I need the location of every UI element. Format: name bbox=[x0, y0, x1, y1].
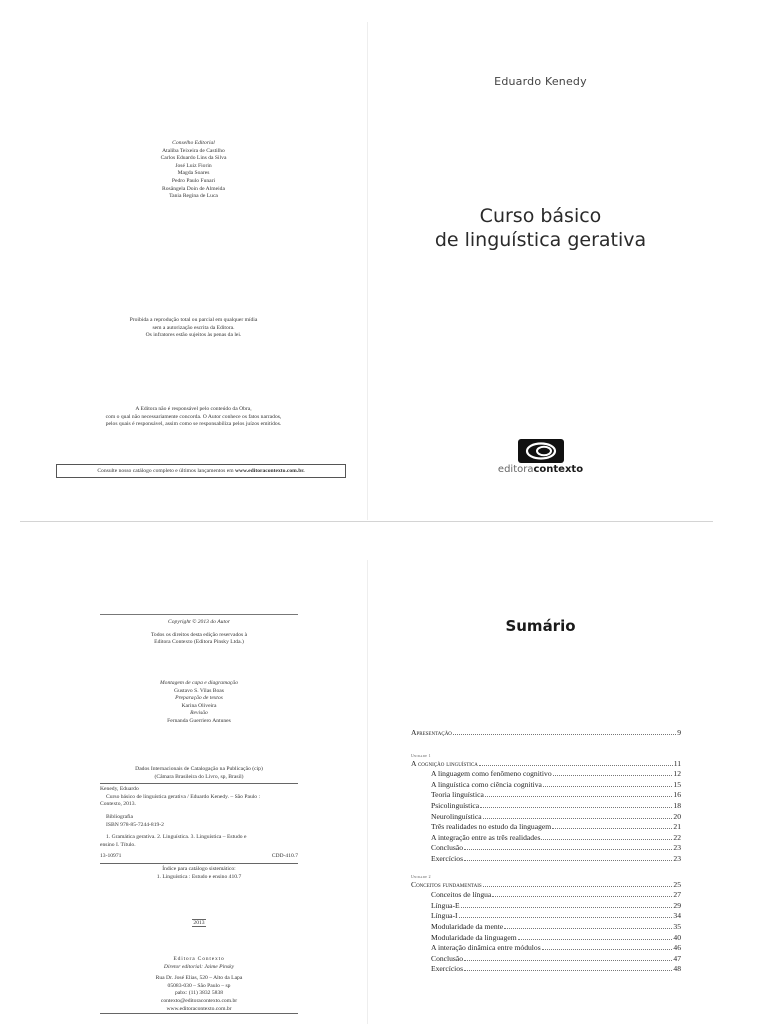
toc-leader bbox=[483, 818, 673, 819]
toc-entry-page: 47 bbox=[673, 953, 681, 963]
copyright-line: Copyright © 2013 do Autor bbox=[168, 619, 230, 625]
toc-entry-apresentacao[interactable] bbox=[411, 728, 681, 739]
logo-prefix: editora bbox=[497, 464, 534, 475]
toc-unit-heading[interactable] bbox=[411, 759, 681, 770]
catalog-index: 1. Linguística : Estudo e ensino 410.7 bbox=[156, 873, 242, 880]
toc-leader bbox=[553, 775, 673, 776]
toc-entry[interactable] bbox=[411, 933, 681, 944]
publisher-email[interactable]: contexto@editoracontexto.com.br bbox=[160, 997, 238, 1004]
spread-divider bbox=[20, 521, 713, 522]
toc-entry-label: Exercícios bbox=[431, 853, 464, 863]
catalog-heading: Dados Internacionais de Catalogação na Publicação (cip) bbox=[135, 766, 263, 772]
toc-entry-page: 29 bbox=[673, 900, 681, 910]
rights-line: Editora Contexto (Editora Pinsky Ltda.) bbox=[154, 639, 244, 646]
toc-leader bbox=[483, 886, 673, 887]
toc-entry[interactable] bbox=[411, 854, 681, 865]
toc-entry[interactable] bbox=[411, 890, 681, 901]
toc-entry-page: 22 bbox=[673, 832, 681, 842]
editorial-board bbox=[20, 140, 367, 201]
toc-entry-label: Neurolinguística bbox=[431, 811, 482, 821]
catalog-heading: (Câmara Brasileira do Livro, sp, Brasil) bbox=[154, 773, 244, 780]
toc-leader bbox=[453, 734, 676, 735]
toc-leader bbox=[542, 949, 673, 950]
toc-leader bbox=[485, 796, 673, 797]
catalog-bibliography: Bibliografia bbox=[106, 813, 134, 820]
toc-entry-page: 11 bbox=[673, 758, 681, 768]
credit-name: Gustavo S. Vilas Boas bbox=[174, 687, 224, 694]
board-member: José Luiz Fiorin bbox=[175, 162, 212, 169]
toc-entry-page: 23 bbox=[673, 843, 681, 853]
toc-unit-heading[interactable] bbox=[411, 880, 681, 891]
toc-leader bbox=[552, 828, 672, 829]
catalog-entry: Contexto, 2013. bbox=[100, 801, 136, 808]
toc-entry-page: 18 bbox=[673, 800, 681, 810]
responsibility-notice bbox=[20, 406, 367, 429]
toc-entry-page: 25 bbox=[673, 879, 681, 889]
toc-entry-page: 23 bbox=[673, 853, 681, 863]
board-member: Ataliba Teixeira de Castilho bbox=[162, 147, 225, 154]
toc-leader bbox=[543, 786, 672, 787]
board-member: Rosângela Doin de Almeida bbox=[162, 185, 225, 192]
catalog-subjects: ensino I. Título. bbox=[100, 841, 136, 848]
toc-leader bbox=[480, 807, 672, 808]
catalog-codes bbox=[100, 853, 298, 861]
catalog-entry: Kenedy, Eduardo bbox=[100, 786, 139, 793]
publisher-phone: pabx: (11) 3832 5838 bbox=[174, 990, 224, 997]
board-member: Tania Regina de Luca bbox=[169, 193, 218, 200]
toc-entry-label: A interação dinâmica entre módulos bbox=[431, 943, 541, 953]
toc-entry[interactable] bbox=[411, 780, 681, 791]
page-contents bbox=[368, 560, 713, 1024]
toc-entry[interactable] bbox=[411, 822, 681, 833]
toc-unit-label: Unidade 1 bbox=[411, 753, 431, 758]
rights-line: Todos os direitos desta edição reservados à bbox=[150, 631, 248, 638]
toc-leader bbox=[518, 939, 673, 940]
catalog-code: 13-10971 bbox=[100, 853, 122, 860]
book-title bbox=[368, 204, 713, 252]
catalog-isbn: ISBN 978-85-7244-819-2 bbox=[106, 821, 164, 828]
publication-year bbox=[100, 920, 298, 928]
book-title-line: de linguística gerativa bbox=[434, 229, 647, 251]
toc-leader bbox=[464, 970, 672, 971]
page-title bbox=[368, 22, 713, 520]
notice-line: com o qual não necessariamente concorda. O Autor conhece os fatos narrados, bbox=[105, 413, 282, 420]
notice-line: sem a autorização escrita da Editora. bbox=[152, 324, 235, 331]
credit-name: Fernanda Guerriero Antunes bbox=[167, 717, 231, 724]
publisher-logo-text bbox=[368, 464, 713, 475]
toc-entry-label: Conceitos fundamentais bbox=[411, 879, 482, 889]
toc-leader bbox=[492, 896, 672, 897]
toc-leader bbox=[464, 860, 672, 861]
toc-leader bbox=[479, 765, 673, 766]
author-name: Eduardo Kenedy bbox=[494, 75, 587, 88]
notice-line: pelos quais é responsável, assim como se responsabiliza pelos juízos emitidos. bbox=[105, 421, 282, 428]
toc-entry-label: Psicolinguística bbox=[431, 800, 480, 810]
credit-name: Karina Oliveira bbox=[181, 702, 217, 709]
toc-leader bbox=[464, 849, 672, 850]
toc-entry-page: 21 bbox=[673, 822, 681, 832]
toc-entry-page: 27 bbox=[673, 890, 681, 900]
toc-entry-label: Modularidade da mente bbox=[431, 921, 504, 931]
editorial-board-heading: Conselho Editorial bbox=[172, 140, 215, 146]
catalog-index: Índice para catálogo sistemático: bbox=[162, 865, 236, 872]
cataloging-record bbox=[100, 766, 298, 881]
logo-suffix: contexto bbox=[533, 464, 584, 475]
year-text: 2013 bbox=[193, 920, 205, 926]
toc-entry-page: 46 bbox=[673, 943, 681, 953]
catalog-subjects: 1. Gramática gerativa. 2. Linguística. 3. Linguística – Estudo e bbox=[106, 834, 247, 841]
toc-leader bbox=[461, 907, 673, 908]
catalog-entry: Curso básico de linguística gerativa / Eduardo Kenedy. – São Paulo : bbox=[106, 793, 261, 800]
publisher-website[interactable]: www.editoracontexto.com.br bbox=[100, 1006, 298, 1015]
toc-entry-label: A linguística como ciência cognitiva bbox=[431, 779, 542, 789]
toc-entry[interactable] bbox=[411, 790, 681, 801]
toc-entry[interactable] bbox=[411, 843, 681, 854]
toc-entry-page: 34 bbox=[673, 911, 681, 921]
toc-entry-label: Três realidades no estudo da linguagem bbox=[431, 822, 552, 832]
toc-entry-label: Teoria linguística bbox=[431, 790, 484, 800]
toc-entry-page: 40 bbox=[673, 932, 681, 942]
publisher-address: 05083-030 – São Paulo – sp bbox=[167, 982, 231, 989]
toc-entry-label: Apresentação bbox=[411, 728, 452, 737]
toc-entry-page: 35 bbox=[673, 921, 681, 931]
credit-role: Preparação de textos bbox=[175, 695, 223, 702]
notice-line: Os infratores estão sujeitos às penas da lei. bbox=[145, 332, 242, 339]
toc-entry[interactable] bbox=[411, 954, 681, 965]
toc-entry[interactable] bbox=[411, 911, 681, 922]
credits-block bbox=[100, 680, 298, 726]
credit-role: Montagem de capa e diagramação bbox=[160, 680, 238, 686]
page-copyright bbox=[20, 560, 368, 1024]
toc-entry-label: Modularidade da linguagem bbox=[431, 932, 517, 942]
toc-entry-page: 9 bbox=[677, 728, 681, 737]
board-member: Magda Soares bbox=[177, 170, 210, 177]
toc-entry[interactable] bbox=[411, 801, 681, 812]
toc-entry-page: 16 bbox=[673, 790, 681, 800]
board-member: Pedro Paulo Funari bbox=[171, 177, 216, 184]
toc-entry-label: Conclusão bbox=[431, 843, 464, 853]
toc-entry[interactable] bbox=[411, 922, 681, 933]
notice-line: Proibida a reprodução total ou parcial em qualquer mídia bbox=[129, 317, 258, 323]
publisher-block bbox=[100, 956, 298, 1014]
publisher-name: Editora Contexto bbox=[173, 956, 225, 962]
book-title-line: Curso básico bbox=[479, 205, 602, 227]
toc-entry-label: A cognição linguística bbox=[411, 758, 478, 768]
board-member: Carlos Eduardo Lins da Silva bbox=[160, 155, 227, 162]
toc-entry-label: Exercícios bbox=[431, 964, 464, 974]
table-of-contents bbox=[411, 728, 681, 975]
toc-entry[interactable] bbox=[411, 833, 681, 844]
toc-entry-label: A linguagem como fenômeno cognitivo bbox=[431, 769, 552, 779]
toc-entry-label: Conceitos de língua bbox=[431, 890, 492, 900]
toc-entry-label: Língua-E bbox=[431, 900, 460, 910]
notice-line: A Editora não é responsável pelo conteúdo da Obra, bbox=[135, 406, 252, 412]
toc-entry-label: Língua-I bbox=[431, 911, 458, 921]
catalog-notice-box bbox=[56, 464, 346, 478]
catalog-notice-url[interactable]: www.editoracontexto.com.br. bbox=[234, 468, 305, 474]
toc-leader bbox=[464, 960, 672, 961]
reproduction-notice bbox=[20, 317, 367, 340]
toc-entry[interactable] bbox=[411, 901, 681, 912]
toc-leader bbox=[504, 928, 672, 929]
toc-entry[interactable] bbox=[411, 769, 681, 780]
toc-entry[interactable] bbox=[411, 964, 681, 975]
catalog-rule bbox=[100, 783, 298, 784]
toc-entry[interactable] bbox=[411, 812, 681, 823]
toc-entry-page: 48 bbox=[673, 964, 681, 974]
publisher-address: Rua Dr. José Elias, 520 – Alto da Lapa bbox=[155, 975, 243, 982]
page-credits bbox=[20, 22, 368, 520]
catalog-notice-text: Consulte nosso catálogo completo e últimos lançamentos em bbox=[97, 468, 234, 474]
contents-title: Sumário bbox=[505, 617, 576, 635]
catalog-cdd: CDD-410.7 bbox=[271, 853, 298, 860]
publisher-director: Diretor editorial: Jaime Pinsky bbox=[163, 963, 235, 970]
toc-entry-label: A integração entre as três realidades bbox=[431, 832, 541, 842]
toc-entry-page: 12 bbox=[673, 769, 681, 779]
toc-entry-page: 20 bbox=[673, 811, 681, 821]
toc-leader bbox=[541, 839, 672, 840]
toc-entry-label: Conclusão bbox=[431, 953, 464, 963]
credit-role: Revisão bbox=[190, 710, 208, 717]
toc-entry[interactable] bbox=[411, 943, 681, 954]
toc-leader bbox=[459, 917, 673, 918]
toc-unit-label: Unidade 2 bbox=[411, 874, 431, 879]
catalog-rule bbox=[100, 863, 298, 864]
copyright-block bbox=[100, 614, 298, 647]
toc-entry-page: 15 bbox=[673, 779, 681, 789]
